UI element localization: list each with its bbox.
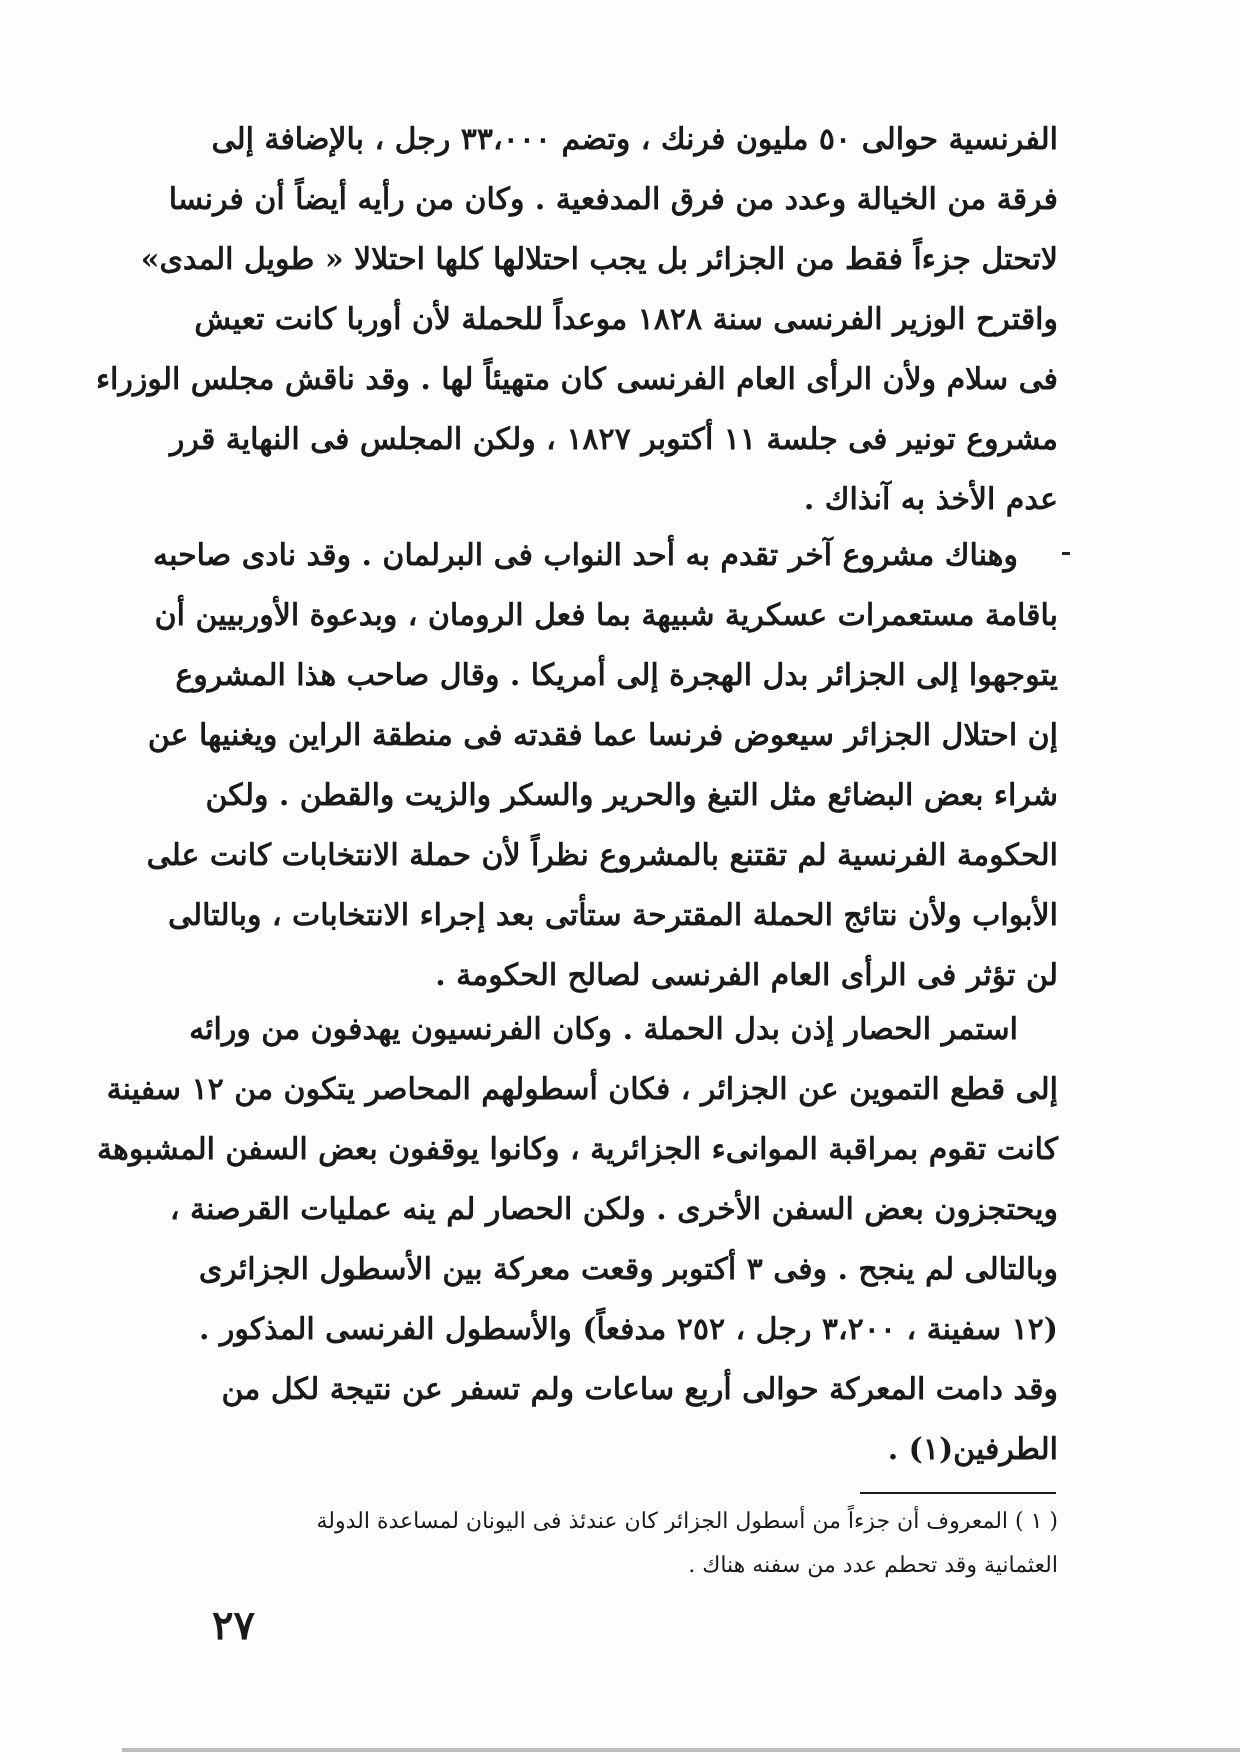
footnote-line: العثمانية وقد تحطم عدد من سفنه هناك . bbox=[688, 1553, 1058, 1578]
text-line: الطرفين(١) . bbox=[887, 1432, 1058, 1467]
text-line: وبالتالى لم ينجح . وفى ٣ أكتوبر وقعت معركة بين الأسطول الجزائرى bbox=[198, 1252, 1058, 1287]
paragraph-1 bbox=[95, 110, 1058, 530]
text-line: استمر الحصار إذن بدل الحملة . وكان الفرنسيون يهدفون من ورائه bbox=[189, 1012, 1018, 1047]
text-line: فى سلام ولأن الرأى العام الفرنسى كان متهيئاً لها . وقد ناقش مجلس الوزراء bbox=[95, 362, 1058, 397]
text-line: وهناك مشروع آخر تقدم به أحد النواب فى البرلمان . وقد نادى صاحبه bbox=[152, 538, 1018, 573]
text-line: الأبواب ولأن نتائج الحملة المقترحة ستأتى بعد إجراء الانتخابات ، وبالتالى bbox=[168, 898, 1058, 933]
text-line: باقامة مستعمرات عسكرية شبيهة بما فعل الرومان ، وبدعوة الأوربيين أن bbox=[154, 598, 1058, 633]
text-line: فرقة من الخيالة وعدد من فرق المدفعية . وكان من رأيه أيضاً أن فرنسا bbox=[168, 182, 1058, 217]
footnote-line: ( ١ ) المعروف أن جزءاً من أسطول الجزائر كان عندئذ فى اليونان لمساعدة الدولة bbox=[316, 1509, 1058, 1534]
text-line: لن تؤثر فى الرأى العام الفرنسى لصالح الحكومة . bbox=[435, 958, 1058, 993]
text-line: واقترح الوزير الفرنسى سنة ١٨٢٨ موعداً للحملة لأن أوربا كانت تعيش bbox=[194, 302, 1058, 337]
text-line: إلى قطع التموين عن الجزائر ، فكان أسطولهم المحاصر يتكون من ١٢ سفينة bbox=[106, 1072, 1058, 1107]
text-line: وقد دامت المعركة حوالى أربع ساعات ولم تسفر عن نتيجة لكل من bbox=[221, 1372, 1058, 1407]
paragraph-3 bbox=[96, 1000, 1058, 1480]
text-line: لاتحتل جزءاً فقط من الجزائر بل يجب احتلالها كلها احتلالا « طويل المدى» bbox=[140, 242, 1058, 277]
footnote-divider bbox=[860, 1492, 1056, 1494]
text-line: كانت تقوم بمراقبة الموانىء الجزائرية ، وكانوا يوقفون بعض السفن المشبوهة bbox=[96, 1132, 1058, 1167]
text-line: شراء بعض البضائع مثل التبغ والحرير والسكر والزيت والقطن . ولكن bbox=[205, 778, 1058, 813]
text-line: (١٢ سفينة ، ٣،٢٠٠ رجل ، ٢٥٢ مدفعاً) والأسطول الفرنسى المذكور . bbox=[199, 1312, 1058, 1347]
footnote bbox=[178, 1500, 1058, 1588]
margin-mark bbox=[1062, 552, 1070, 555]
scan-edge-line bbox=[122, 1748, 1240, 1752]
text-line: يتوجهوا إلى الجزائر بدل الهجرة إلى أمريكا . وقال صاحب هذا المشروع bbox=[175, 658, 1058, 693]
text-line: الفرنسية حوالى ٥٠ مليون فرنك ، وتضم ٣٣،٠٠٠ رجل ، بالإضافة إلى bbox=[211, 122, 1058, 157]
text-line: مشروع تونير فى جلسة ١١ أكتوبر ١٨٢٧ ، ولكن المجلس فى النهاية قرر bbox=[169, 422, 1058, 457]
text-line: الحكومة الفرنسية لم تقتنع بالمشروع نظراً لأن حملة الانتخابات كانت على bbox=[146, 838, 1058, 873]
paragraph-2 bbox=[146, 526, 1058, 1006]
text-line: ويحتجزون بعض السفن الأخرى . ولكن الحصار لم ينه عمليات القرصنة ، bbox=[169, 1192, 1058, 1227]
page-number: ٢٧ bbox=[212, 1602, 255, 1649]
text-line: إن احتلال الجزائر سيعوض فرنسا عما فقدته فى منطقة الراين ويغنيها عن bbox=[147, 718, 1058, 753]
text-line: عدم الأخذ به آنذاك . bbox=[803, 482, 1058, 517]
